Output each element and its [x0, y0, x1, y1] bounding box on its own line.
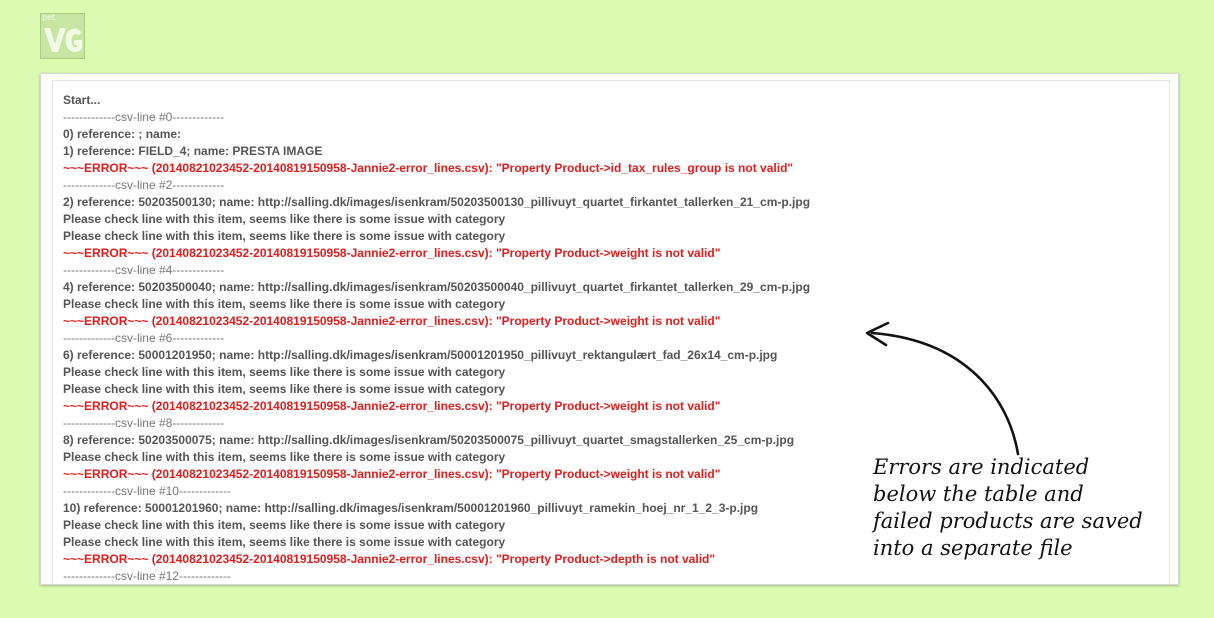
- log-line: Please check line with this item, seems like there is some issue with category: [63, 365, 506, 379]
- log-line: 4) reference: 50203500040; name: http://salling.dk/images/isenkram/50203500040_pillivuyt_quartet_firkantet_tallerken_29_cm-p.jpg: [63, 280, 811, 294]
- log-line: 2) reference: 50203500130; name: http://salling.dk/images/isenkram/50203500130_pillivuyt_quartet_firkantet_tallerken_21_cm-p.jpg: [63, 195, 811, 209]
- csv-line-separator: -------------csv-line #8-------------: [63, 416, 225, 430]
- error-line: ~~~ERROR~~~ (20140821023452-20140819150958-Jannie2-error_lines.csv): "Property Product->weight is not valid": [63, 399, 721, 413]
- log-line: Please check line with this item, seems like there is some issue with category: [63, 535, 506, 549]
- log-line: 6) reference: 50001201950; name: http://salling.dk/images/isenkram/50001201950_pillivuyt_rektangulært_fad_26x14_cm-p.jpg: [63, 348, 778, 362]
- logo-text: pet: [42, 13, 56, 22]
- log-line: 8) reference: 50203500075; name: http://salling.dk/images/isenkram/50203500075_pillivuyt_quartet_smagstallerken_25_cm-p.jpg: [63, 433, 795, 447]
- log-line: Start...: [63, 93, 101, 107]
- logo: [40, 13, 85, 59]
- log-line: 1) reference: FIELD_4; name: PRESTA IMAGE: [63, 144, 323, 158]
- import-log-list: [63, 92, 810, 584]
- csv-line-separator: -------------csv-line #0-------------: [63, 110, 225, 124]
- log-line: 0) reference: ; name:: [63, 127, 182, 141]
- log-line: Please check line with this item, seems like there is some issue with category: [63, 229, 506, 243]
- log-line: Please check line with this item, seems like there is some issue with category: [63, 297, 506, 311]
- log-line: 10) reference: 50001201960; name: http://salling.dk/images/isenkram/50001201960_pillivuyt_ramekin_hoej_nr_1_2_3-p.jpg: [63, 501, 759, 515]
- csv-line-separator: -------------csv-line #4-------------: [63, 263, 225, 277]
- error-line: ~~~ERROR~~~ (20140821023452-20140819150958-Jannie2-error_lines.csv): "Property Product->id_tax_rules_group is not valid": [63, 161, 794, 175]
- annotation-note: [873, 454, 1173, 562]
- annotation-line: into a separate file: [873, 536, 1073, 560]
- annotation-line: Errors are indicated: [873, 455, 1090, 479]
- log-line: Please check line with this item, seems like there is some issue with category: [63, 450, 506, 464]
- error-line: ~~~ERROR~~~ (20140821023452-20140819150958-Jannie2-error_lines.csv): "Property Product->weight is not valid": [63, 246, 721, 260]
- csv-line-separator: -------------csv-line #6-------------: [63, 331, 225, 345]
- error-line: ~~~ERROR~~~ (20140821023452-20140819150958-Jannie2-error_lines.csv): "Property Product->weight is not valid": [63, 467, 721, 481]
- annotation-line: below the table and: [873, 482, 1084, 506]
- log-line: Please check line with this item, seems like there is some issue with category: [63, 382, 506, 396]
- log-line: Please check line with this item, seems like there is some issue with category: [63, 518, 506, 532]
- csv-line-separator: -------------csv-line #2-------------: [63, 178, 225, 192]
- csv-line-separator: -------------csv-line #12-------------: [63, 569, 231, 583]
- annotation-line: failed products are saved: [873, 509, 1143, 533]
- error-line: ~~~ERROR~~~ (20140821023452-20140819150958-Jannie2-error_lines.csv): "Property Product->weight is not valid": [63, 314, 721, 328]
- error-line: ~~~ERROR~~~ (20140821023452-20140819150958-Jannie2-error_lines.csv): "Property Product->depth is not valid": [63, 552, 716, 566]
- csv-line-separator: -------------csv-line #10-------------: [63, 484, 231, 498]
- log-line: Please check line with this item, seems like there is some issue with category: [63, 212, 506, 226]
